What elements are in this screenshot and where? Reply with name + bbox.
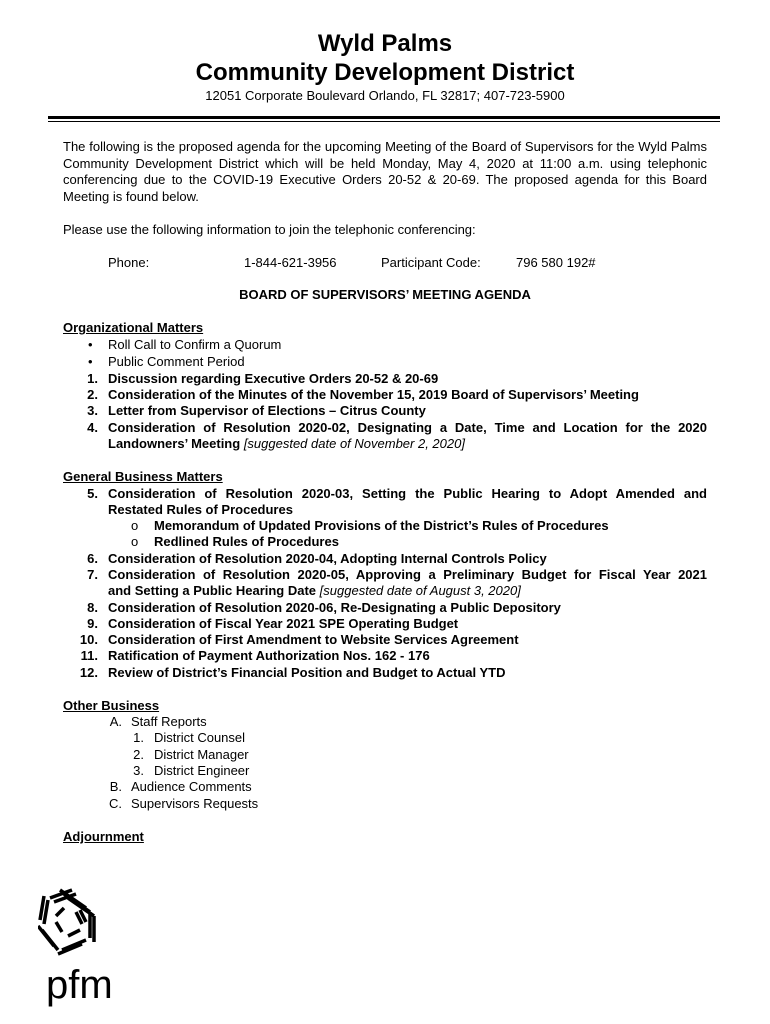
participant-code: 796 580 192#	[516, 255, 596, 270]
item-number: 1.	[133, 730, 144, 745]
item-number: 3.	[87, 403, 98, 418]
agenda-item: Consideration of Fiscal Year 2021 SPE Operating Budget	[108, 616, 459, 631]
pfm-logo-text: pfm	[46, 963, 113, 1007]
district-address: 12051 Corporate Boulevard Orlando, FL 32817; 407-723-5900	[205, 88, 565, 103]
section-heading-organizational: Organizational Matters	[63, 320, 204, 335]
agenda-item: Discussion regarding Executive Orders 20-52 & 20-69	[108, 371, 439, 386]
item-number: 9.	[87, 616, 98, 631]
header-divider	[48, 116, 720, 119]
section-heading-other: Other Business	[63, 698, 160, 713]
item-number: 10.	[79, 632, 98, 647]
item-letter: A.	[109, 714, 122, 729]
item-number: 4.	[87, 420, 98, 435]
list-item: Audience Comments	[131, 779, 252, 794]
item-number: 1.	[87, 371, 98, 386]
bullet-icon: •	[88, 337, 93, 352]
list-item: Roll Call to Confirm a Quorum	[108, 337, 282, 352]
list-item: District Engineer	[154, 763, 250, 778]
suggested-date-note: [suggested date of November 2, 2020]	[243, 436, 465, 451]
participant-code-label: Participant Code:	[381, 255, 481, 270]
phone-number: 1-844-621-3956	[244, 255, 337, 270]
agenda-item-cont-text: Landowners’ Meeting	[108, 436, 241, 451]
item-number: 3.	[133, 763, 144, 778]
sub-item: Redlined Rules of Procedures	[154, 534, 339, 549]
agenda-item: Consideration of Resolution 2020-02, Designating a Date, Time and Location for the 2020	[108, 420, 707, 435]
list-item: District Counsel	[154, 730, 246, 745]
district-name: Wyld Palms	[317, 30, 453, 57]
intro-paragraph: The following is the proposed agenda for the upcoming Meeting of the Board of Supervisors for the Wyld Palms Community Development District which will be held Monday, May 4, 2020 at 11:00 a.m. using telephonic conferencing due to the COVID-19 Executive Orders 20-52 & 20-69. The proposed agenda for this Board Meeting is found below.	[63, 139, 707, 204]
agenda-item-cont-text: and Setting a Public Hearing Date	[108, 583, 317, 598]
item-number: 2.	[133, 747, 144, 762]
item-number: 2.	[87, 387, 98, 402]
agenda-item: Consideration of Resolution 2020-06, Re-Designating a Public Depository	[108, 600, 561, 615]
agenda-item: Ratification of Payment Authorization Nos. 162 - 176	[108, 648, 430, 663]
conference-instructions: Please use the following information to join the telephonic conferencing:	[63, 222, 476, 237]
agenda-item: Review of District’s Financial Position and Budget to Actual YTD	[108, 665, 506, 680]
item-number: 11.	[80, 648, 98, 663]
header-divider-thin	[48, 121, 720, 122]
agenda-item: Letter from Supervisor of Elections – Citrus County	[108, 403, 426, 418]
item-number: 12.	[79, 665, 98, 680]
agenda-item: Consideration of First Amendment to Website Services Agreement	[108, 632, 519, 647]
sub-item: Memorandum of Updated Provisions of the District’s Rules of Procedures	[154, 518, 609, 533]
item-number: 6.	[87, 551, 98, 566]
circle-bullet-icon: o	[131, 534, 139, 549]
agenda-item: Consideration of Resolution 2020-05, Approving a Preliminary Budget for Fiscal Year 2021	[108, 567, 707, 582]
circle-bullet-icon: o	[131, 518, 139, 533]
item-letter: B.	[109, 779, 122, 794]
list-item: Staff Reports	[131, 714, 207, 729]
district-subtitle: Community Development District	[195, 59, 575, 86]
section-heading-adjournment: Adjournment	[63, 829, 144, 844]
agenda-item-continuation: Restated Rules of Procedures	[108, 502, 293, 517]
agenda-item: Consideration of Resolution 2020-04, Adopting Internal Controls Policy	[108, 551, 547, 566]
item-number: 8.	[87, 600, 98, 615]
agenda-item: Consideration of the Minutes of the November 15, 2019 Board of Supervisors’ Meeting	[108, 387, 639, 402]
item-number: 5.	[87, 486, 98, 501]
pfm-logo	[38, 870, 138, 1010]
list-item: District Manager	[154, 747, 249, 762]
suggested-date-note: [suggested date of August 3, 2020]	[319, 583, 521, 598]
agenda-item-continuation	[108, 436, 465, 452]
phone-label: Phone:	[108, 255, 150, 270]
agenda-item-continuation	[108, 583, 521, 599]
bullet-icon: •	[88, 354, 93, 369]
list-item: Public Comment Period	[108, 354, 245, 369]
agenda-title: BOARD OF SUPERVISORS’ MEETING AGENDA	[239, 287, 531, 302]
agenda-item: Consideration of Resolution 2020-03, Setting the Public Hearing to Adopt Amended and	[108, 486, 707, 501]
item-number: 7.	[87, 567, 98, 582]
pfm-logo-mark-icon	[38, 870, 138, 1010]
item-letter: C.	[109, 796, 122, 811]
section-heading-general: General Business Matters	[63, 469, 223, 484]
list-item: Supervisors Requests	[131, 796, 259, 811]
